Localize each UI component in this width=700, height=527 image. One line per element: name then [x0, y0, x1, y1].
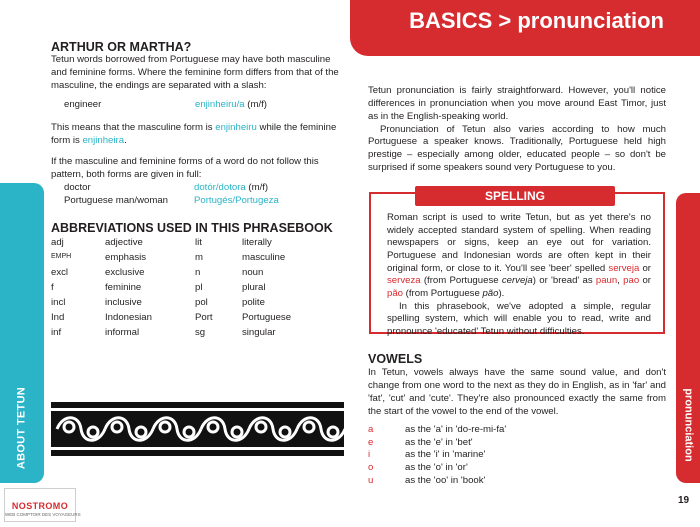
spelling-heading: SPELLING	[415, 186, 615, 206]
vowels-text: In Tetun, vowels always have the same sound value, and don't change from one word to the next as they do in English, as in 'far' and 'fat', 'cut' and 'cute'. They're also pronounced exactly the same from the start of the vowel to the end of the vowel.	[368, 367, 666, 417]
vowels-section	[368, 352, 666, 488]
means-text-middle: while the feminine form is	[51, 121, 337, 146]
abbreviation-code: Ind	[51, 312, 65, 324]
header-bar	[350, 0, 700, 56]
abbreviation-code: n	[195, 267, 201, 279]
abbreviation-code: Port	[195, 312, 213, 324]
spelling-text-g: (from Portuguese	[403, 287, 483, 299]
example-note: (m/f)	[247, 98, 267, 110]
spelling-text-a: Roman script is used to write Tetun, but as yet there's no widely accepted standard system of spelling. When reading newspapers or signs, keep an eye out for variation. Portuguese and Indonesian words are often kept in their original form, or close to it. You'll see 'beer' spelled	[387, 212, 651, 274]
vowel-row	[368, 424, 666, 437]
abbreviation-code: sg	[195, 327, 206, 339]
abbreviation-meaning: polite	[242, 297, 265, 309]
abbreviation-row	[51, 237, 332, 252]
intro-paragraph-1: Tetun pronunciation is fairly straightforward. However, you'll notice differences in pronunciation when you move around East Timor, just as in the English-speaking world.	[368, 85, 666, 122]
page-number: 19	[678, 495, 690, 506]
vowel-letter: a	[368, 423, 374, 435]
abbreviation-meaning: plural	[242, 282, 266, 294]
abbreviation-meaning: feminine	[105, 282, 142, 294]
means-feminine: enjinheira	[82, 134, 125, 146]
vowel-row	[368, 437, 666, 450]
abbreviations-heading: ABBREVIATIONS USED IN THIS PHRASEBOOK	[51, 220, 333, 235]
abbreviation-code: EMPH	[51, 253, 72, 261]
nostromo-logo	[4, 488, 81, 522]
vowel-letter: o	[368, 462, 374, 474]
abbreviation-row	[51, 282, 332, 297]
spelling-word-cerveja: cerveja	[501, 275, 533, 287]
abbreviation-code: f	[51, 282, 54, 294]
example-english: engineer	[64, 98, 102, 110]
abbreviation-row	[51, 327, 332, 342]
example-tetun-group	[195, 99, 267, 112]
vowel-letter: e	[368, 436, 374, 448]
example-english: Portuguese man/woman	[64, 194, 168, 206]
spelling-word-pao: pao	[623, 275, 640, 287]
spelling-word-serveza: serveza	[387, 275, 421, 287]
means-text: This means that the masculine form is	[51, 121, 216, 133]
abbreviation-code: adj	[51, 237, 64, 249]
vowel-row	[368, 449, 666, 462]
example-tetun: Portugés/Portugeza	[194, 194, 279, 206]
if-paragraph: If the masculine and feminine forms of a word do not follow this pattern, both forms are given in full:	[51, 156, 319, 181]
means-paragraph	[51, 122, 344, 148]
spelling-text-d: ) or 'bread' as	[532, 275, 596, 287]
spelling-text-b: or	[639, 262, 651, 274]
abbreviation-row	[51, 297, 332, 312]
vowels-heading: VOWELS	[368, 352, 423, 366]
side-tab-about-tetun-label: ABOUT TETUN	[15, 386, 28, 470]
abbreviation-code: pl	[195, 282, 203, 294]
example-tetun-group	[194, 195, 279, 208]
vowel-letter: u	[368, 475, 374, 487]
left-column	[51, 40, 344, 342]
abbreviation-meaning: inclusive	[105, 297, 142, 309]
abbreviation-meaning: literally	[242, 237, 272, 249]
abbreviation-meaning: informal	[105, 327, 140, 339]
abbreviation-code: inf	[51, 327, 62, 339]
example-row	[64, 195, 344, 208]
spelling-paragraph-1	[387, 212, 651, 301]
side-tab-pronunciation-label: pronunciation	[682, 388, 695, 462]
abbreviation-meaning: emphasis	[105, 252, 147, 264]
spelling-text-h: ).	[498, 287, 505, 299]
example-tetun: enjinheiru/a	[195, 98, 245, 110]
vowel-description: as the 'a' in 'do-re-mi-fa'	[405, 423, 507, 435]
abbreviation-meaning: singular	[242, 327, 276, 339]
logo-name: NOSTROMO	[11, 501, 69, 511]
abbreviation-meaning: Indonesian	[105, 312, 152, 324]
abbreviations-table	[51, 237, 332, 342]
abbreviation-meaning: adjective	[105, 237, 143, 249]
vowel-list	[368, 424, 666, 488]
examples-list	[51, 182, 344, 208]
abbreviation-meaning: noun	[242, 267, 264, 279]
means-masculine: enjinheiru	[215, 121, 257, 133]
example-tetun-group	[194, 182, 268, 195]
arthur-heading: ARTHUR OR MARTHA?	[51, 40, 192, 54]
example-note: (m/f)	[245, 182, 269, 194]
spelling-text-c: (from Portuguese	[420, 275, 502, 287]
vowel-row	[368, 462, 666, 475]
vowel-description: as the 'oo' in 'book'	[405, 475, 486, 487]
abbreviation-code: incl	[51, 297, 66, 309]
abbreviation-row	[51, 267, 332, 282]
spelling-word-pao-port: pão	[482, 287, 499, 299]
abbreviation-code: excl	[51, 267, 69, 279]
abbreviation-meaning: Portuguese	[242, 312, 292, 324]
means-text-end: .	[124, 134, 127, 146]
example-row	[51, 99, 344, 112]
vowel-description: as the 'o' in 'or'	[405, 462, 468, 474]
arthur-intro: Tetun words borrowed from Portuguese may have both masculine and feminine forms. Where the feminine form differs from that of the masculine, the endings are separated with a slash:	[51, 54, 339, 92]
example-tetun: dotór/dotora	[194, 182, 246, 194]
vowel-row	[368, 475, 666, 488]
vowel-description: as the 'i' in 'marine'	[405, 449, 486, 461]
abbreviation-code: lit	[195, 237, 202, 249]
spelling-text-f: or	[639, 275, 651, 287]
abbreviation-row	[51, 252, 332, 267]
spelling-paragraph-2: In this phrasebook, we've adopted a simple, regular spelling system, which will enable you to read, write and pronounce 'educated' Tetun without difficulties.	[387, 300, 651, 337]
logo-tagline: WEB COMPTOIR DES VOYAGEURS	[5, 512, 81, 517]
spelling-text	[387, 212, 651, 339]
vowel-letter: i	[368, 449, 371, 461]
spelling-text-e: ,	[617, 275, 624, 287]
spelling-box	[369, 189, 665, 337]
abbreviation-meaning: masculine	[242, 252, 286, 264]
example-english: doctor	[64, 182, 91, 194]
abbreviation-row	[51, 312, 332, 327]
abbreviation-meaning: exclusive	[105, 267, 145, 279]
spelling-word-paun: paun	[595, 275, 618, 287]
decorative-ornament	[51, 402, 344, 456]
abbreviation-code: m	[195, 252, 203, 264]
spelling-word-serveja: serveja	[608, 262, 640, 274]
example-row	[64, 182, 344, 195]
abbreviation-code: pol	[195, 297, 208, 309]
intro-paragraph-2: Pronunciation of Tetun also varies according to how much Portuguese a speaker knows. Traditionally, Portuguese held high prestige – especially among older, educated people – so don't be surprised if some speakers sound very Portuguese to you.	[368, 123, 666, 174]
spelling-word-pao-tilde: pão	[387, 287, 404, 299]
page-title: BASICS > pronunciation	[409, 8, 664, 33]
intro-text	[368, 85, 666, 175]
vowel-description: as the 'e' in 'bet'	[405, 436, 473, 448]
